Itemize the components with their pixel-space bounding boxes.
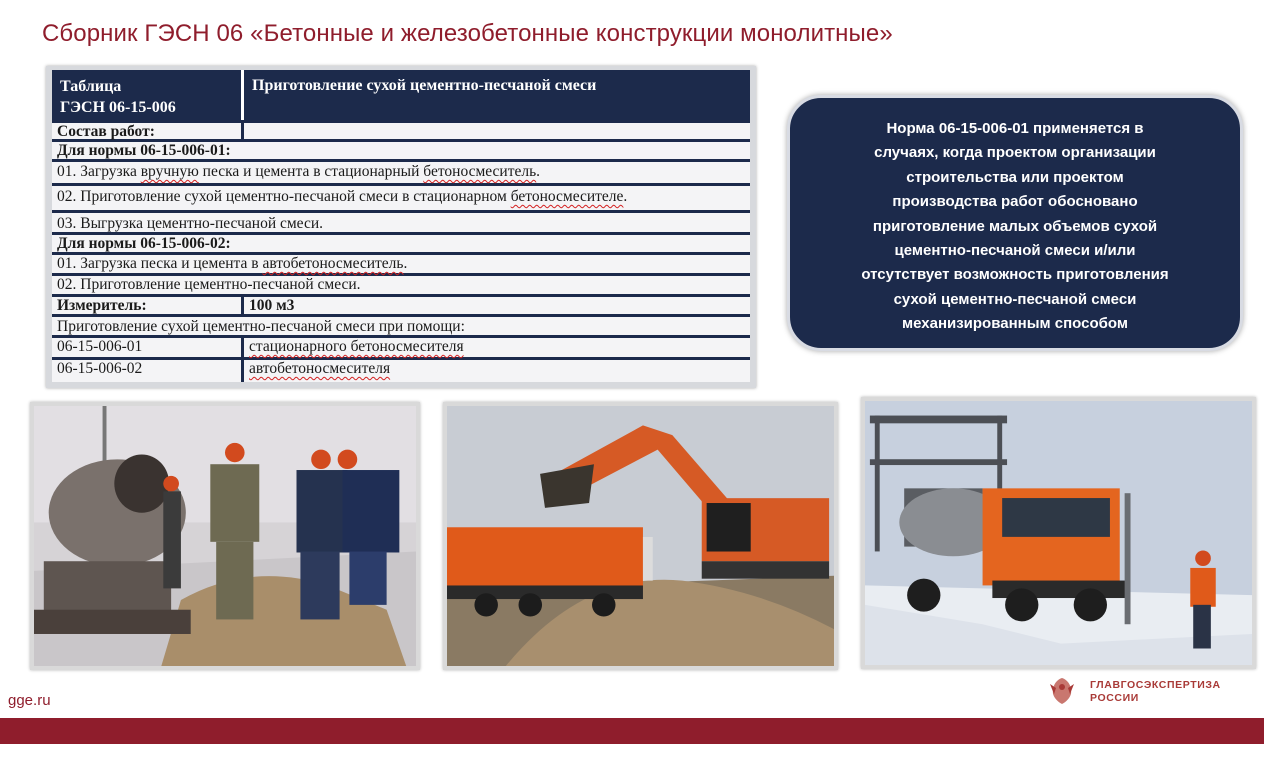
photo-excavator [443,402,838,670]
table-label: Таблица [60,78,122,95]
meter-value: 100 м3 [249,297,295,314]
table-row [52,186,750,213]
table-row [52,123,750,142]
code-1-desc: стационарного бетоносмесителя [249,338,464,355]
page-title: Сборник ГЭСН 06 «Бетонные и железобетонные конструкции монолитные» [42,20,893,47]
photo-mixer-truck [861,397,1256,669]
norm1-item-3: 03. Выгрузка цементно-песчаной смеси. [57,215,323,232]
table-row [52,317,750,338]
footer-bar [0,718,1264,744]
note-line: строительства или проектом [906,168,1124,186]
norm2-item-2: 02. Приготовление цементно-песчаной смеси. [57,276,361,293]
work-composition-label: Состав работ: [52,123,244,139]
table-row [52,142,750,162]
norm2-label: Для нормы 06-15-006-02: [57,235,231,252]
table-header-left [52,70,244,120]
logo-text [1090,679,1221,705]
code-2: 06-15-006-02 [52,360,244,382]
norm2-item-1: 01. Загрузка песка и цемента в автобетоносмеситель. [57,255,408,272]
norm-note-box [787,95,1243,351]
table-code: ГЭСН 06-15-006 [60,99,176,116]
prep-text: Приготовление сухой цементно-песчаной смеси при помощи: [57,318,465,335]
photo-workers-mixer [30,402,420,670]
table-row [52,255,750,276]
table-row [52,276,750,297]
table-row [52,360,750,382]
gesn-table [46,66,756,388]
table-row [52,338,750,360]
note-line: сухой цементно-песчаной смеси [893,290,1137,308]
note-line: производства работ обосновано [892,193,1138,211]
table-header-title: Приготовление сухой цементно-песчаной смеси [252,77,597,94]
note-line: случаях, когда проектом организации [874,144,1156,162]
table-row [52,162,750,186]
norm1-label: Для нормы 06-15-006-01: [57,142,231,159]
note-line: цементно-песчаной смеси и/или [894,242,1136,260]
table-row [52,213,750,235]
eagle-logo-icon [1046,674,1078,706]
meter-label: Измеритель: [52,297,244,314]
note-line: механизированным способом [902,315,1128,333]
table-row [52,235,750,255]
norm1-item-1: 01. Загрузка вручную песка и цемента в стационарный бетоносмеситель. [57,163,541,180]
table-header [52,70,750,123]
note-line: приготовление малых объемов сухой [872,217,1158,235]
site-link[interactable]: gge.ru [8,692,51,709]
logo-line-1: ГЛАВГОСЭКСПЕРТИЗА [1090,679,1221,691]
code-2-desc: автобетоносмесителя [249,360,391,377]
code-1: 06-15-006-01 [52,338,244,357]
note-line: отсутствует возможность приготовления [861,266,1169,284]
logo-line-2: РОССИИ [1090,692,1139,704]
table-row [52,297,750,317]
norm1-item-2: 02. Приготовление сухой цементно-песчаной смеси в стационарном бетоносмесителе. [57,188,628,205]
note-line: Норма 06-15-006-01 применяется в [886,120,1144,137]
